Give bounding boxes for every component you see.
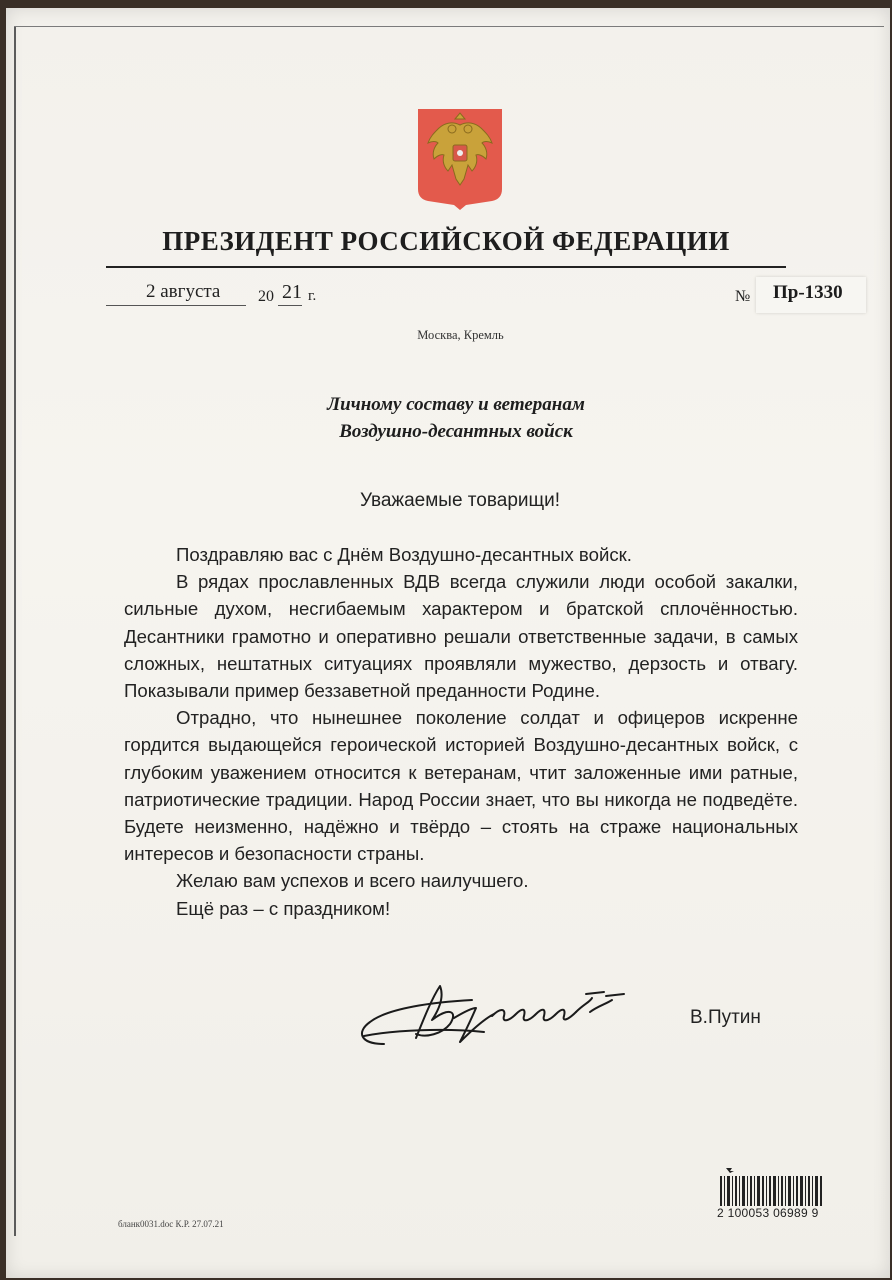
signer-name: В.Путин	[690, 1007, 761, 1028]
salutation: Уважаемые товарищи!	[359, 490, 561, 511]
document-title: ПРЕЗИДЕНТ РОССИЙСКОЙ ФЕДЕРАЦИИ	[162, 226, 730, 256]
date-century: 20	[258, 288, 274, 305]
addressee-line-2: Воздушно-десантных войск	[339, 421, 573, 442]
barcode-number: 2 100053 06989 9	[717, 1206, 819, 1220]
paragraph-1: Поздравляю вас с Днём Воздушно-десантных войск.	[176, 544, 632, 565]
letter-body	[124, 541, 798, 922]
addressee-line-1: Личному составу и ветеранам	[327, 394, 585, 415]
sheet-edge-top	[14, 26, 884, 27]
title-divider	[106, 266, 786, 268]
number-label: №	[735, 288, 751, 305]
paragraph-4: Желаю вам успехов и всего наилучшего.	[176, 870, 529, 892]
date-suffix: г.	[308, 288, 317, 304]
paragraph-2: В рядах прославленных ВДВ всегда служили люди особой закалки, сильные духом, несгибаемым характером и братской сплочённостью. Десантники грамотно и оперативно решали ответственные задачи, в самых сложных, нештатных ситуациях проявляли мужество, дерзость и отвагу. Показывали пример беззаветной преданности Родине.	[124, 571, 798, 702]
addressee-block	[0, 391, 892, 445]
place-of-issue: Москва, Кремль	[417, 328, 504, 342]
paragraph-3: Отрадно, что нынешнее поколение солдат и офицеров искренне гордится выдающейся героической историей Воздушно-десантных войск, с глубоким уважением относится к ветеранам, чтит заложенные ими ратные, патриотические традиции. Народ России знает, что вы никогда не подведёте. Будете неизменно, надёжно и твёрдо – стоять на страже национальных интересов и безопасности страны.	[124, 707, 798, 865]
sheet-edge	[14, 26, 16, 1236]
date-year: 21	[282, 281, 302, 303]
date-day-month: 2 августа	[146, 281, 221, 302]
russian-coat-of-arms-icon	[416, 107, 504, 210]
document-number: Пр-1330	[773, 282, 843, 303]
paragraph-5: Ещё раз – с праздником!	[176, 897, 391, 919]
year-underline	[278, 305, 302, 306]
form-code: бланк0031.doc К.Р. 27.07.21	[118, 1219, 224, 1229]
date-underline	[106, 305, 246, 306]
handwritten-signature	[354, 978, 646, 1052]
